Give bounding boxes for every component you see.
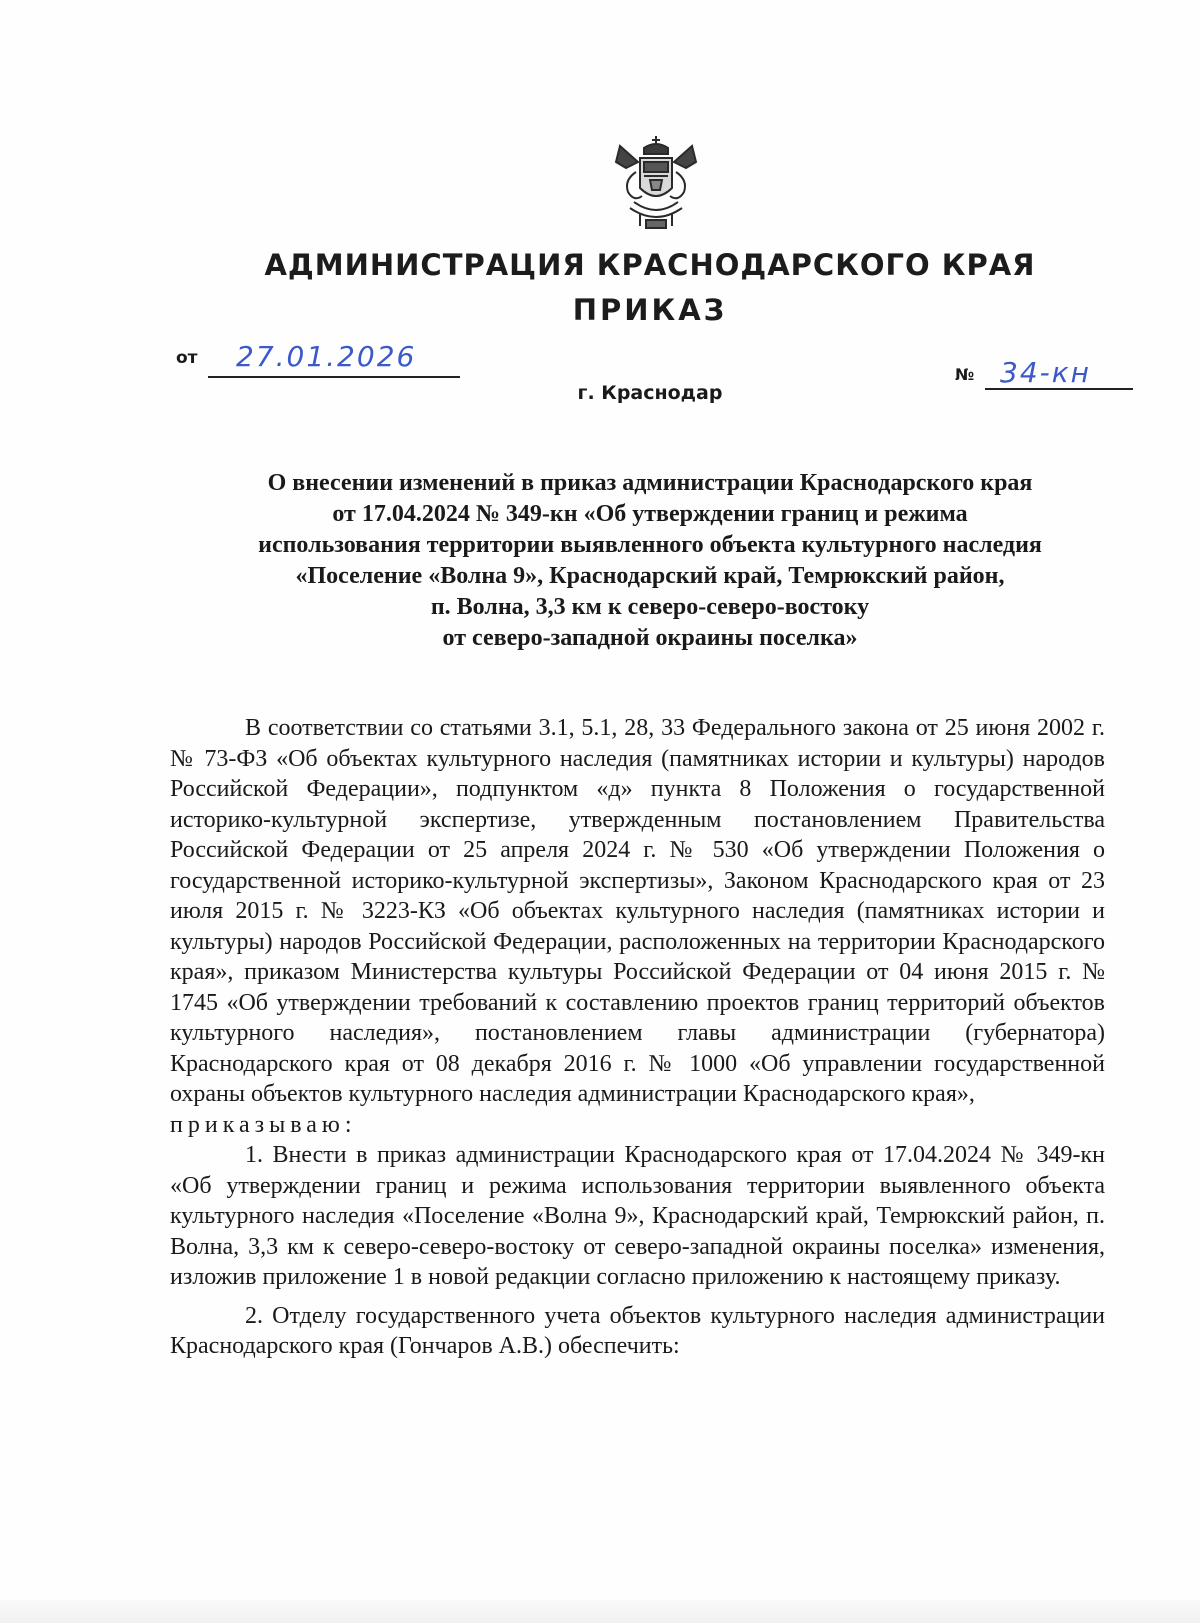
handwritten-date: 27.01.2026 [236, 340, 417, 373]
date-underline [208, 376, 460, 378]
preamble-text: В соответствии со статьями 3.1, 5.1, 28, 33 Федерального закона от 25 июня 2002 г. № 73-ФЗ «Об объектах культурного наследия (памятниках истории и культуры) народов Российской Федерации», подпунктом «д» пункта 8 Положения о государственной историко-культурной экспертизе, утвержденным постановлением Правительства Российской Федерации от 25 апреля 2024 г. № 530 «Об утверждении Положения о государственной историко-культурной экспертизы», Законом Краснодарского края от 23 июля 2015 г. № 3223-КЗ «Об объектах культурного наследия (памятниках истории и культуры) народов Российской Федерации, расположенных на территории Краснодарского края», приказом Министерства культуры Российской Федерации от 04 июня 2015 г. № 1745 «Об утверждении требований к составлению проектов границ территорий объектов культурного наследия», постановлением главы администрации (губернатора) Краснодарского края от 08 декабря 2016 г. № 1000 «Об управлении государственной охраны объектов культурного наследия администрации Краснодарского края», [170, 715, 1105, 1107]
subject-line: О внесении изменений в приказ администрации Краснодарского края [267, 470, 1033, 496]
subject-line: от северо-западной окраины поселка» [442, 625, 858, 651]
number-prefix: № [955, 365, 975, 384]
subject-line: «Поселение «Волна 9», Краснодарский край, Темрюкский район, [295, 563, 1005, 589]
order-body [170, 713, 1105, 1362]
subject-line: от 17.04.2024 № 349-кн «Об утверждении границ и режима [332, 501, 968, 527]
coat-of-arms-icon [610, 132, 702, 232]
preamble-paragraph [170, 713, 1105, 1140]
organization-title: АДМИНИСТРАЦИЯ КРАСНОДАРСКОГО КРАЯ [264, 248, 1036, 282]
order-subject [170, 468, 1130, 654]
subject-line: использования территории выявленного объекта культурного наследия [258, 532, 1042, 558]
order-word: приказываю: [170, 1111, 357, 1138]
document-type-title: ПРИКАЗ [572, 293, 728, 327]
date-prefix: от [176, 348, 198, 368]
order-item-2: 2. Отделу государственного учета объектов культурного наследия администрации Краснодарского края (Гончаров А.В.) обеспечить: [170, 1302, 1105, 1359]
order-item-1: 1. Внести в приказ администрации Краснодарского края от 17.04.2024 № 349-кн «Об утверждении границ и режима использования территории выявленного объекта культурного наследия «Поселение «Волна 9», Краснодарский край, Темрюкский район, п. Волна, 3,3 км к северо-северо-востоку от северо-западной окраины поселка» изменения, изложив приложение 1 в новой редакции согласно приложению к настоящему приказу. [170, 1142, 1105, 1290]
city-name: г. Краснодар [577, 382, 723, 404]
handwritten-number: 34-кн [1000, 356, 1091, 389]
subject-line: п. Волна, 3,3 км к северо-северо-востоку [430, 594, 870, 620]
scan-bottom-edge [0, 1600, 1200, 1623]
